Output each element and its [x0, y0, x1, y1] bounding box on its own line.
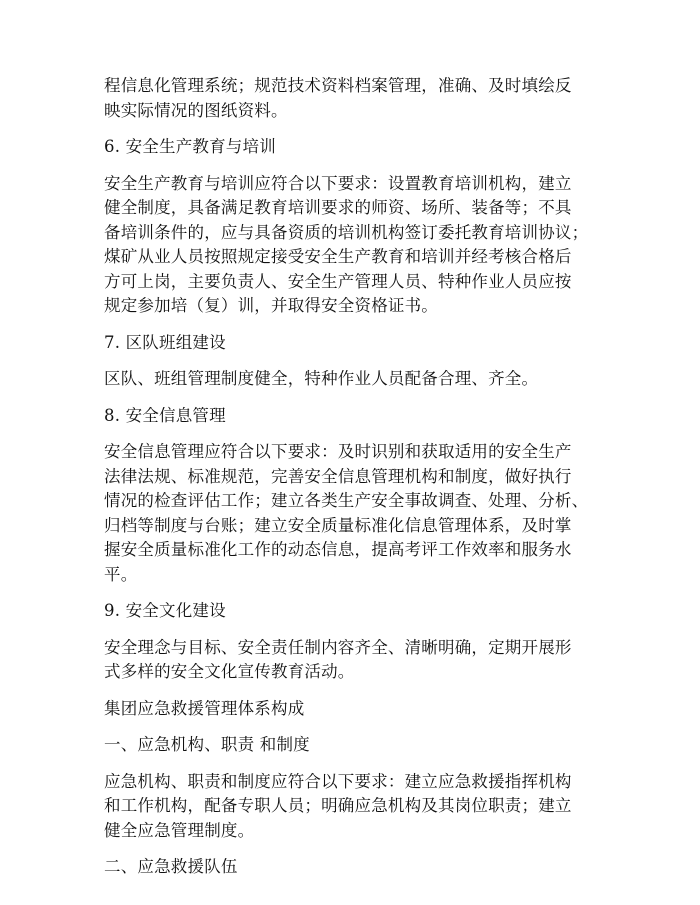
paragraph [104, 367, 624, 392]
document-body [104, 74, 624, 892]
paragraph-line: 应急机构、职责和制度应符合以下要求：建立应急救援指挥机构 [104, 771, 572, 791]
paragraph [104, 172, 624, 319]
paragraph-line: 安全信息管理应符合以下要求：及时识别和获取适用的安全生产 [104, 442, 572, 461]
paragraph [104, 636, 624, 685]
paragraph-line: 健全应急管理制度。 [104, 820, 255, 840]
paragraph-line: 情况的检查评估工作；建立各类生产安全事故调查、处理、分析、 [104, 491, 589, 510]
paragraph-line: 法律法规、标准规范，完善安全信息管理机构和制度，做好执行 [104, 466, 572, 486]
paragraph-line: 程信息化管理系统；规范技术资料档案管理，准确、及时填绘反 [104, 76, 572, 95]
section-heading: 6. 安全生产教育与培训 [104, 137, 276, 156]
paragraph-line: 方可上岗，主要负责人、安全生产管理人员、特种作业人员应按 [104, 271, 572, 291]
section-heading: 8. 安全信息管理 [104, 405, 226, 425]
paragraph [104, 440, 624, 587]
paragraph-line: 安全理念与目标、安全责任制内容齐全、清晰明确，定期开展形 [104, 637, 572, 657]
paragraph-line: 安全生产教育与培训应符合以下要求：设置教育培训机构，建立 [104, 173, 572, 193]
section-heading: 7. 区队班组建设 [104, 332, 226, 352]
paragraph [104, 74, 624, 123]
paragraph-line: 平。 [104, 564, 138, 584]
paragraph-line: 和工作机构，配备专职人员；明确应急机构及其岗位职责；建立 [104, 796, 572, 815]
paragraph-line: 规定参加培（复）训，并取得安全资格证书。 [104, 296, 438, 315]
paragraph-line: 备培训条件的，应与具备资质的培训机构签订委托教育培训协议； [104, 222, 589, 242]
section-heading: 集团应急救援管理体系构成 [104, 698, 305, 718]
paragraph-line: 归档等制度与台账；建立安全质量标准化信息管理体系，及时掌 [104, 515, 572, 535]
paragraph-line: 煤矿从业人员按照规定接受安全生产教育和培训并经考核合格后 [104, 247, 572, 266]
section-heading: 二、应急救援队伍 [104, 857, 238, 876]
paragraph-line: 映实际情况的图纸资料。 [104, 100, 288, 120]
section-heading: 一、应急机构、职责 和制度 [104, 735, 310, 754]
paragraph [104, 770, 624, 844]
section-heading: 9. 安全文化建设 [104, 601, 226, 620]
paragraph-line: 区队、班组管理制度健全，特种作业人员配备合理、齐全。 [104, 369, 539, 388]
paragraph-line: 健全制度，具备满足教育培训要求的师资、场所、装备等；不具 [104, 198, 572, 217]
paragraph-line: 式多样的安全文化宣传教育活动。 [104, 662, 355, 681]
paragraph-line: 握安全质量标准化工作的动态信息，提高考评工作效率和服务水 [104, 540, 572, 559]
